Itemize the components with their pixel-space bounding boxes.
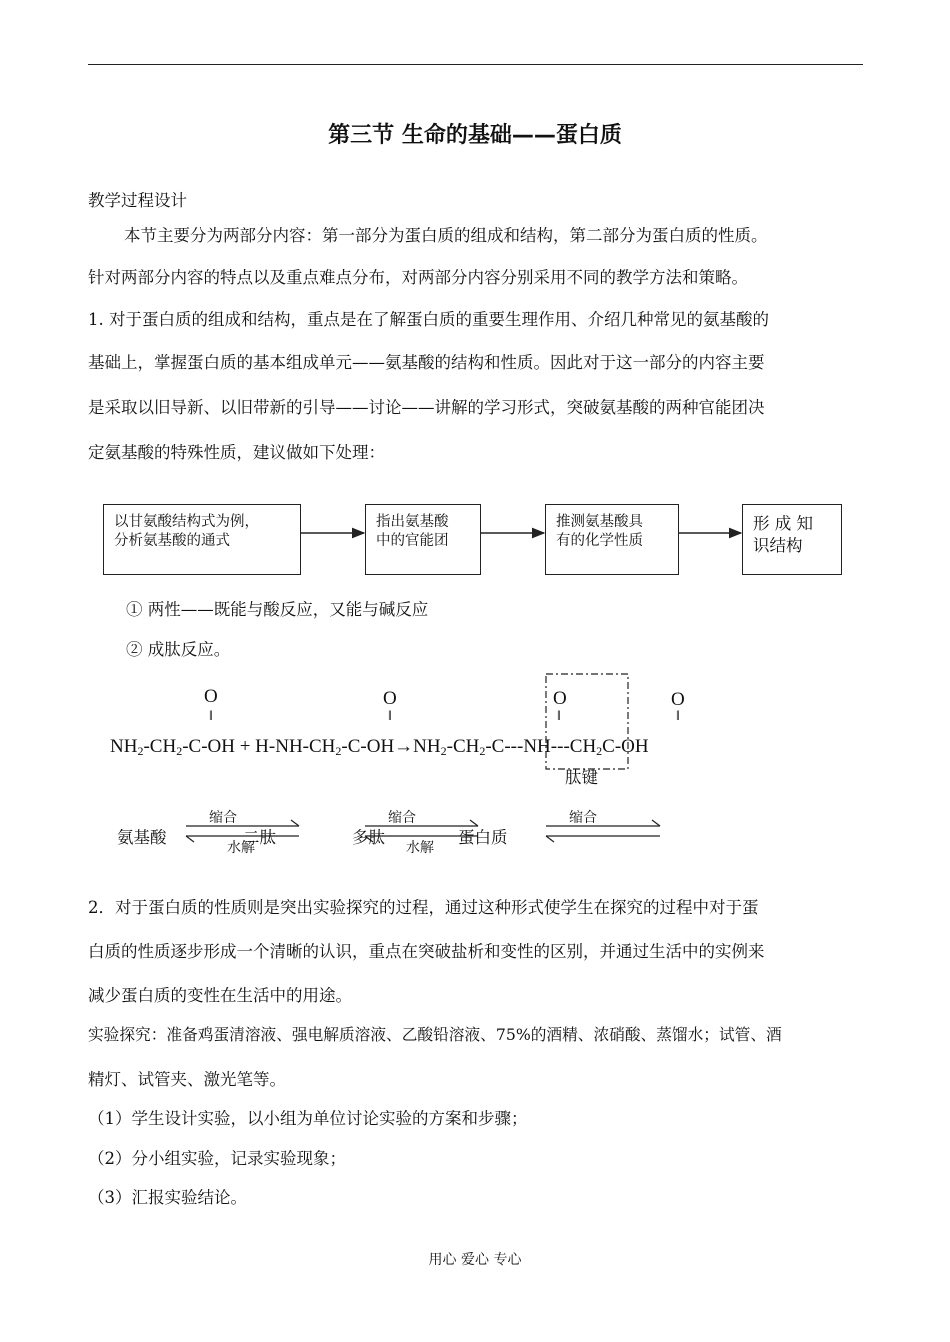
flow-box-4-line-1: 形 成 知 (753, 514, 813, 533)
property-1: ① 两性——既能与酸反应，又能与碱反应 (126, 600, 429, 619)
flow-box-4-line-2: 识结构 (753, 536, 803, 555)
condense-label-2: 缩合 (388, 810, 416, 826)
experiment-line-2: 精灯、试管夹、激光笔等。 (88, 1070, 286, 1089)
flow-box-3-line-1: 推测氨基酸具 (556, 514, 643, 530)
carbonyl-o-2: O (383, 688, 397, 709)
double-bond-1: ‖ (209, 709, 213, 724)
step-3: （3）汇报实验结论。 (88, 1188, 247, 1207)
flow-box-1-line-1: 以甘氨酸结构式为例， (114, 514, 259, 530)
chain-protein: 蛋白质 (458, 828, 508, 847)
page-footer: 用心 爱心 专心 (428, 1252, 522, 1268)
chain-dipeptide: 二肽 (243, 828, 276, 847)
flow-box-2-line-2: 中的官能团 (376, 533, 449, 549)
reaction-equation: $NH_2-CH_2-C-OH + H-NH-CH_2-C-OH\to NH_2-CH_2-C---NH---CH_2C-OH$ (110, 736, 649, 758)
intro-line-1: 本节主要分为两部分内容：第一部分为蛋白质的组成和结构，第二部分为蛋白质的性质。 (124, 226, 768, 245)
part2-line-3: 减少蛋白质的变性在生活中的用途。 (88, 986, 352, 1005)
chain-amino-acid: 氨基酸 (117, 828, 167, 847)
part1-line-1: 1. 对于蛋白质的组成和结构，重点是在了解蛋白质的重要生理作用、介绍几种常见的氨基酸的 (88, 310, 769, 329)
flow-box-2-line-1: 指出氨基酸 (376, 514, 449, 530)
section-label: 教学过程设计 (88, 191, 187, 210)
peptide-bond-label: 肽键 (565, 768, 598, 787)
double-bond-4: ‖ (676, 709, 680, 724)
part1-line-2: 基础上，掌握蛋白质的基本组成单元——氨基酸的结构和性质。因此对于这一部分的内容主要 (88, 353, 765, 372)
step-1: （1）学生设计实验，以小组为单位讨论实验的方案和步骤； (88, 1109, 528, 1128)
part2-line-2: 白质的性质逐步形成一个清晰的认识，重点在突破盐析和变性的区别，并通过生活中的实例来 (88, 942, 765, 961)
hydrolysis-label-2: 水解 (406, 840, 434, 856)
chain-polypeptide: 多肽 (352, 828, 385, 847)
condense-label-3: 缩合 (569, 810, 597, 826)
part1-line-4: 定氨基酸的特殊性质，建议做如下处理： (88, 443, 385, 462)
intro-line-2: 针对两部分内容的特点以及重点难点分布，对两部分内容分别采用不同的教学方法和策略。 (88, 268, 748, 287)
flow-box-3-line-2: 有的化学性质 (556, 533, 643, 549)
condense-label-1: 缩合 (209, 810, 237, 826)
hydrolysis-label-1: 水解 (227, 840, 255, 856)
step-2: （2）分小组实验，记录实验现象； (88, 1149, 346, 1168)
flow-box-1-line-2: 分析氨基酸的通式 (114, 533, 230, 549)
carbonyl-o-4: O (671, 689, 685, 710)
page-title: 第三节 生命的基础——蛋白质 (328, 123, 622, 148)
carbonyl-o-3: O (553, 688, 567, 709)
experiment-line-1: 实验探究：准备鸡蛋清溶液、强电解质溶液、乙酸铅溶液、75%的酒精、浓硝酸、蒸馏水；试管、酒 (88, 1025, 782, 1044)
equilibrium-arrow-3 (546, 820, 660, 842)
part2-line-1: 2．对于蛋白质的性质则是突出实验探究的过程，通过这种形式使学生在探究的过程中对于蛋 (88, 898, 759, 917)
double-bond-3: ‖ (557, 709, 561, 724)
part1-line-3: 是采取以旧导新、以旧带新的引导——讨论——讲解的学习形式，突破氨基酸的两种官能团决 (88, 398, 765, 417)
double-bond-2: ‖ (388, 709, 392, 724)
property-2: ② 成肽反应。 (126, 640, 231, 659)
carbonyl-o-1: O (204, 686, 218, 707)
